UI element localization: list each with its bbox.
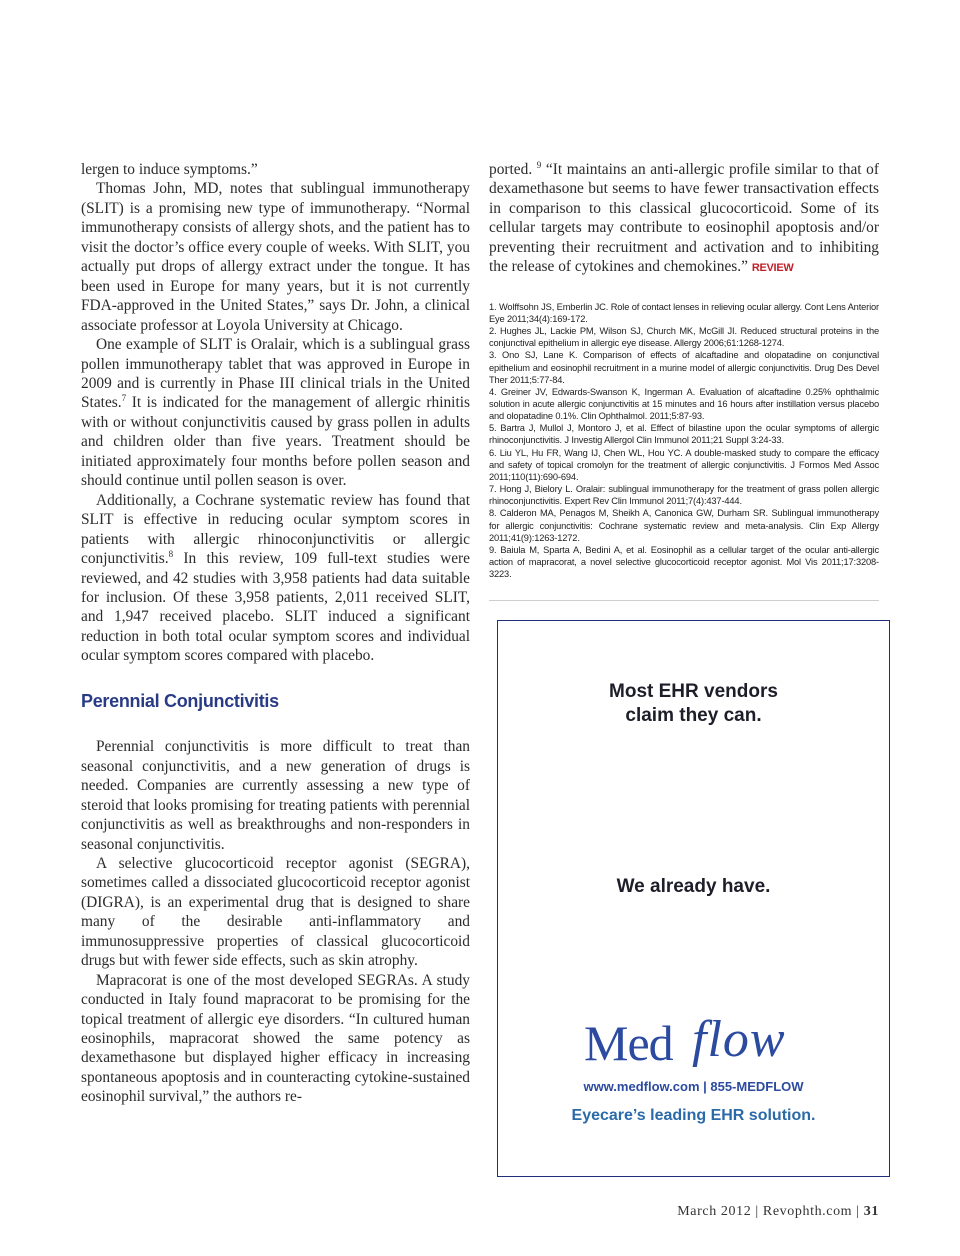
body-paragraph: Perennial conjunctivitis is more difficult to treat than seasonal conjunctivitis, and a new generation of drugs is needed. Companies are currently assessing a new type of steroid that looks promising for treating patients with perennial conjunctivitis as well as breakthroughs and non-responders in seasonal conjunctivitis. — [81, 738, 470, 853]
ad-contact-link[interactable]: www.medflow.com | 855-MEDFLOW — [583, 1079, 804, 1094]
right-column — [489, 160, 879, 580]
left-column — [81, 160, 470, 1107]
body-paragraph: Mapracorat is one of the most developed SEGRAs. A study conducted in Italy found mapracorat to be promising for the topical treatment of allergic eye disorders. “In cultured human eosinophils, mapracorat showed the same potency as dexamethasone but displayed higher efficacy in increasing spontaneous apoptosis and in counteracting cytokine-sustained eosinophil survival,” the authors re- — [81, 971, 470, 1106]
ad-tagline: Eyecare’s leading EHR solution. — [571, 1107, 816, 1124]
reference-item: 2. Hughes JL, Lackie PM, Wilson SJ, Church MK, McGill JI. Reduced structural proteins in the conjunctival epithelium in allergic eye disease. Allergy 2006;61:1268-1274. — [489, 326, 879, 349]
page-number: 31 — [863, 1204, 879, 1219]
reference-item: 5. Bartra J, Mullol J, Montoro J, et al. Effect of bilastine upon the ocular symptoms of allergic rhinoconjunctivitis. J Investig Allergol Clin Immunol 2011;21 Suppl 3:24-33. — [489, 423, 879, 446]
body-paragraph: One example of SLIT is Oralair, which is a sublingual grass pollen immunotherapy tablet that was approved in Europe in 2009 and is currently in Phase III clinical trials in the United States.$^7$ It is indicated for the management of allergic rhinitis with or without conjunctivitis caused by grass pollen in adults and children older than five years. Treatment should be initiated approximately four months before pollen season and should continue until pollen season is over. — [81, 336, 470, 490]
footnote-ref: 9 — [536, 159, 542, 170]
reference-item: 6. Liu YL, Hu FR, Wang IJ, Chen WL, Hou YC. A double-masked study to compare the efficacy and safety of topical cromolyn for the treatment of allergic conjunctivitis. J Formos Med Assoc 2011;110(11):690-694. — [489, 447, 879, 482]
reference-item: 9. Baiula M, Sparta A, Bedini A, et al. Eosinophil as a cellular target of the ocular anti-allergic action of mapracorat, a novel selective glucocorticoid receptor agonist. Mol Vis 2011;17:3208-3223. — [489, 544, 879, 580]
body-paragraph: Additionally, a Cochrane systematic review has found that SLIT is effective in reducing ocular symptom scores in patients with allergic rhinoconjunctivitis or allergic conjunctivitis.$^8$ In this review, 109 full-text studies were reviewed, and 42 studies with 3,958 patients had data suitable for inclusion. Of these 3,958 patients, 2,011 received SLIT, and 1,947 received placebo. SLIT induced a significant reduction in both total ocular symptom scores and individual ocular symptom scores compared with placebo. — [81, 491, 470, 665]
reference-item: 7. Hong J, Bielory L. Oralair: sublingual immunotherapy for the treatment of grass pollen allergic rhinoconjunctivitis. Expert Rev Clin Immunol 2011;7(4):437-444. — [489, 484, 879, 507]
reference-item: 3. Ono SJ, Lane K. Comparison of effects of alcaftadine and olopatadine on conjunctival epithelium and eosinophil recruitment in a murine model of allergic conjunctivitis. Drug Des Devel Ther 2011;5:77-84. — [489, 350, 879, 385]
body-paragraph: A selective glucocorticoid receptor agonist (SEGRA), sometimes called a dissociated glucocorticoid receptor agonist (DIGRA), is an experimental drug that is designed to share many of the desirable anti-inflammatory and immunosuppressive properties of classical glucocorticoid drugs but with fewer side effects, such as skin atrophy. — [81, 854, 470, 970]
body-paragraph: ported. $^9$ “It maintains an anti-allergic profile similar to that of dexamethasone but seems to have fewer transactivation effects in comparison to this classical glucocorticoid. Some of its cellular targets may contribute to eosinophil apoptosis and/or preventing their recruitment and activation and to inhibiting the release of cytokines and chemokines.” REVIEW — [489, 159, 879, 276]
footer-site: Revophth.com — [762, 1204, 853, 1219]
ad-subline: We already have. — [616, 876, 771, 897]
ad-headline-2: claim they can. — [625, 705, 762, 726]
reference-item: 4. Greiner JV, Edwards-Swanson K, Ingerman A. Evaluation of alcaftadine 0.25% ophthalmic solution in acute allergic conjunctivitis at 15 minutes and 16 hours after instillation versus placebo and olopatadine 0.1%. Clin Ophthalmol. 2011;5:87-93. — [489, 386, 879, 422]
references-list — [489, 301, 879, 581]
section-heading: Perennial Conjunctivitis — [81, 690, 279, 711]
divider — [489, 600, 879, 601]
body-paragraph: Thomas John, MD, notes that sublingual immunotherapy (SLIT) is a promising new type of immunotherapy. “Normal immunotherapy consists of allergy shots, and the patient has to visit the doctor’s office every couple of weeks. With SLIT, you actually put drops of allergy extract under the tongue. It has been used in Europe for many years, but it is not currently FDA-approved in the United States,” says Dr. John, a clinical associate professor at Loyola University at Chicago. — [81, 180, 470, 334]
review-end-mark: REVIEW — [751, 262, 794, 275]
footnote-ref: 8 — [168, 548, 174, 559]
medflow-logo: Med flow — [584, 1011, 786, 1071]
reference-item: 8. Calderon MA, Penagos M, Sheikh A, Canonica GW, Durham SR. Sublingual immunotherapy for allergic conjunctivitis: Cochrane systematic review and meta-analysis. Clin Exp Allergy 2011;41(9):1263-1272. — [489, 508, 879, 543]
footnote-ref: 7 — [121, 393, 127, 404]
medflow-advertisement[interactable] — [497, 620, 890, 1177]
footer-date: March 2012 — [677, 1204, 752, 1219]
reference-item: 1. Wolffsohn JS, Emberlin JC. Role of contact lenses in relieving ocular allergy. Cont Lens Anterior Eye 2011;34(4):169-172. — [489, 301, 879, 324]
ad-headline-1: Most EHR vendors — [609, 681, 778, 702]
page-footer: March 2012 | Revophth.com | 31 — [677, 1204, 879, 1219]
body-paragraph: lergen to induce symptoms.” — [81, 161, 258, 178]
